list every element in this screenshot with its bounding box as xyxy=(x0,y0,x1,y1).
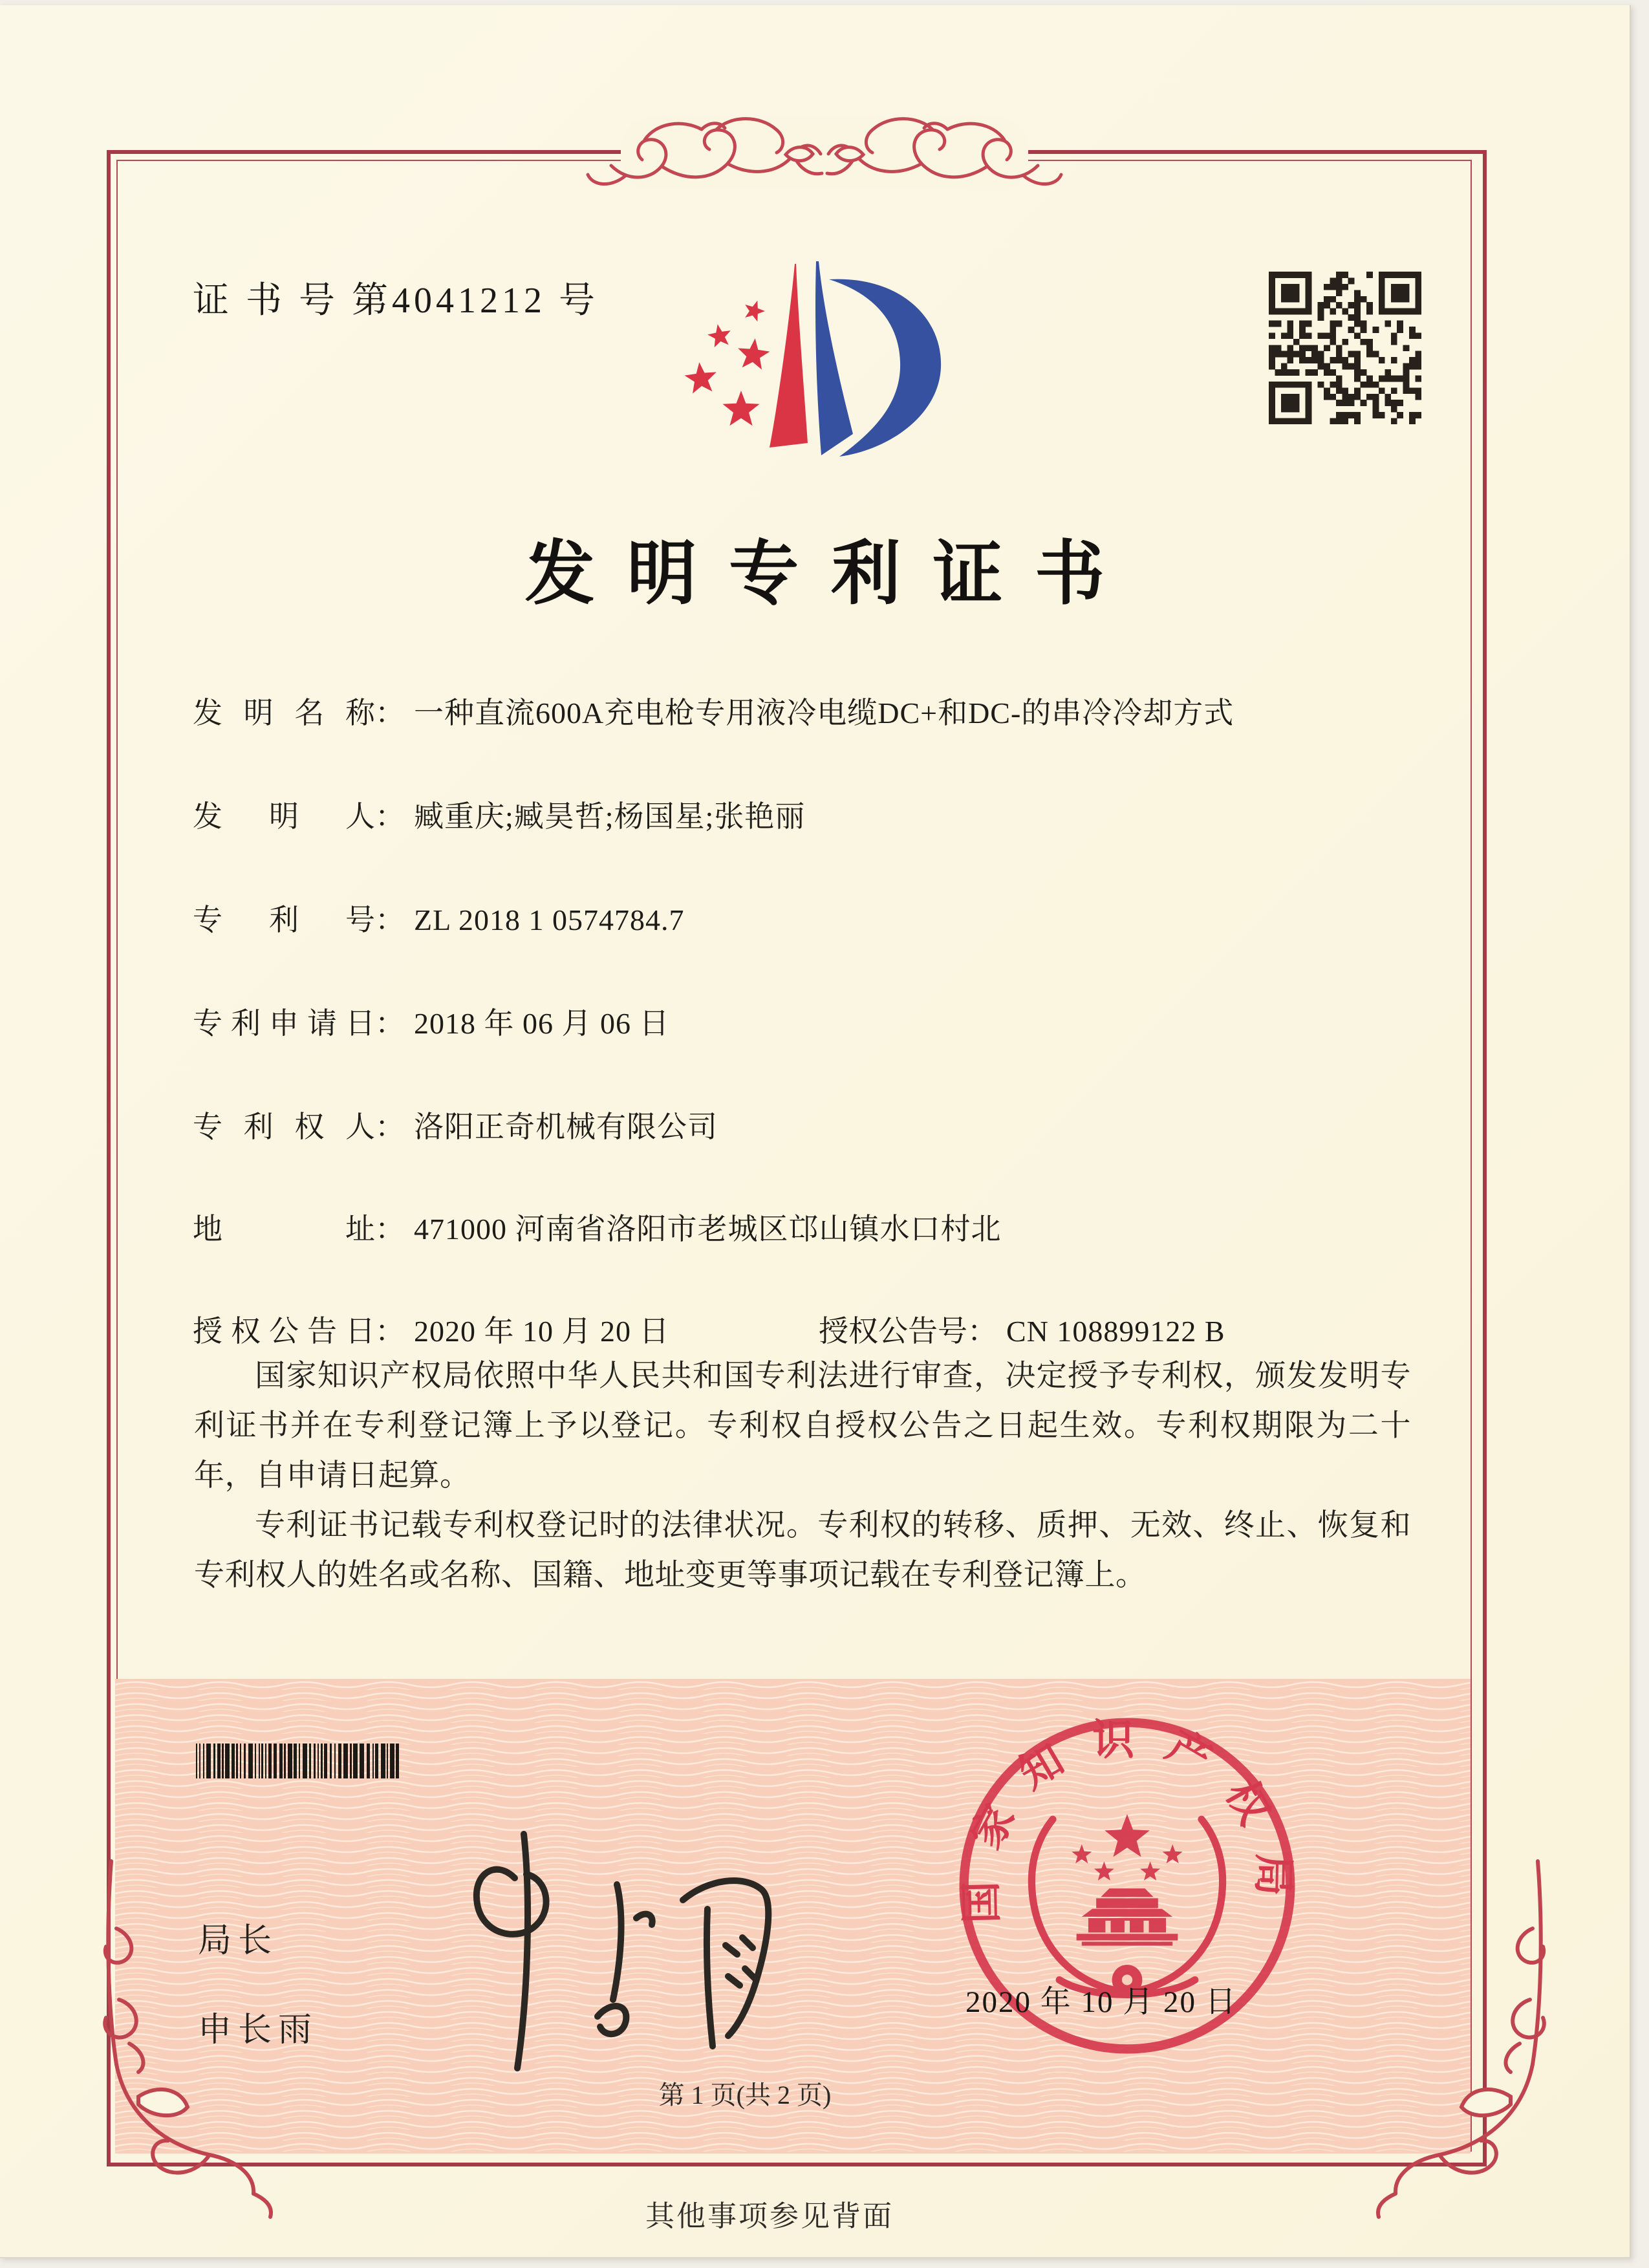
director-name: 申长雨 xyxy=(198,2012,319,2049)
corner-ornament-left xyxy=(59,1850,273,2225)
seal-date: 2020 年 10 月 20 日 xyxy=(965,1985,1237,2019)
logo-red-spike xyxy=(770,264,808,448)
field-row-patentee: 专 利 权 人 ： 洛阳正奇机械有限公司 xyxy=(193,1103,718,1146)
qr-code xyxy=(1269,272,1421,424)
field-value: ZL 2018 1 0574784.7 xyxy=(414,903,685,936)
guilloche-band xyxy=(115,1679,1471,2154)
field-row-grant-number: 授权公告号： CN 108899122 B xyxy=(819,1315,1225,1348)
field-value: 一种直流600A充电枪专用液冷电缆DC+和DC-的串冷冷却方式 xyxy=(414,697,1234,729)
field-label: 专 利 申 请 日 xyxy=(193,1007,375,1040)
seal-arc-text: 国家知识产权局 xyxy=(958,1717,1297,1924)
legal-text xyxy=(194,1352,1411,1601)
field-row-grant-date: 授 权 公 告 日 ： 2020 年 10 月 20 日 授权公告号： CN 108899122 B xyxy=(193,1308,670,1350)
page-indicator: 第 1 页(共 2 页) xyxy=(658,2080,832,2110)
field-row-invention-name: 发 明 名 称 ： 一种直流600A充电枪专用液冷电缆DC+和DC-的串冷冷却方式 xyxy=(193,689,1234,732)
field-row-filing-date: 专 利 申 请 日 ： 2018 年 06 月 06 日 xyxy=(193,1000,670,1042)
back-note: 其他事项参见背面 xyxy=(645,2200,894,2232)
field-label: 专 利 号 xyxy=(193,903,375,936)
cnipa-logo xyxy=(647,242,1009,468)
field-value: 洛阳正奇机械有限公司 xyxy=(414,1110,718,1143)
top-dragon-ornament xyxy=(566,103,1083,200)
certificate-number: 证 书 号 第4041212 号 xyxy=(193,281,599,321)
field-value: CN 108899122 B xyxy=(1006,1315,1225,1348)
national-emblem xyxy=(1031,1814,1222,1995)
certificate-page xyxy=(0,5,1631,2258)
field-value: 471000 河南省洛阳市老城区邙山镇水口村北 xyxy=(414,1213,1002,1246)
corner-ornament-right xyxy=(1376,1850,1590,2225)
field-row-address: 地 址 ： 471000 河南省洛阳市老城区邙山镇水口村北 xyxy=(193,1205,1002,1248)
field-label: 发 明 人 xyxy=(193,800,375,833)
field-label: 授 权 公 告 日 xyxy=(193,1315,375,1348)
field-value: 2018 年 06 月 06 日 xyxy=(414,1007,670,1040)
field-label: 专 利 权 人 xyxy=(193,1110,375,1143)
certificate-title: 发明专利证书 xyxy=(524,536,1137,613)
director-title: 局长 xyxy=(198,1923,279,1960)
field-row-patent-number: 专 利 号 ： ZL 2018 1 0574784.7 xyxy=(193,896,685,939)
barcode xyxy=(196,1744,405,1778)
field-label: 地 址 xyxy=(193,1213,375,1246)
logo-blue-spike xyxy=(815,261,853,455)
paragraph-1: 国家知识产权局依照中华人民共和国专利法进行审查，决定授予专利权，颁发发明专利证书并在专利登记簿上予以登记。专利权自授权公告之日起生效。专利权期限为二十年，自申请日起算。 xyxy=(194,1359,1411,1493)
field-label: 发 明 名 称 xyxy=(193,697,375,729)
field-row-inventors: 发 明 人 ： 臧重庆;臧昊哲;杨国星;张艳丽 xyxy=(193,793,805,836)
field-label: 授权公告号 xyxy=(819,1315,967,1348)
field-value: 臧重庆;臧昊哲;杨国星;张艳丽 xyxy=(414,800,806,833)
paragraph-2: 专利证书记载专利权登记时的法律状况。专利权的转移、质押、无效、终止、恢复和专利权人的姓名或名称、国籍、地址变更等事项记载在专利登记簿上。 xyxy=(194,1509,1411,1592)
field-value: 2020 年 10 月 20 日 xyxy=(414,1315,670,1348)
director-signature xyxy=(419,1802,833,2080)
